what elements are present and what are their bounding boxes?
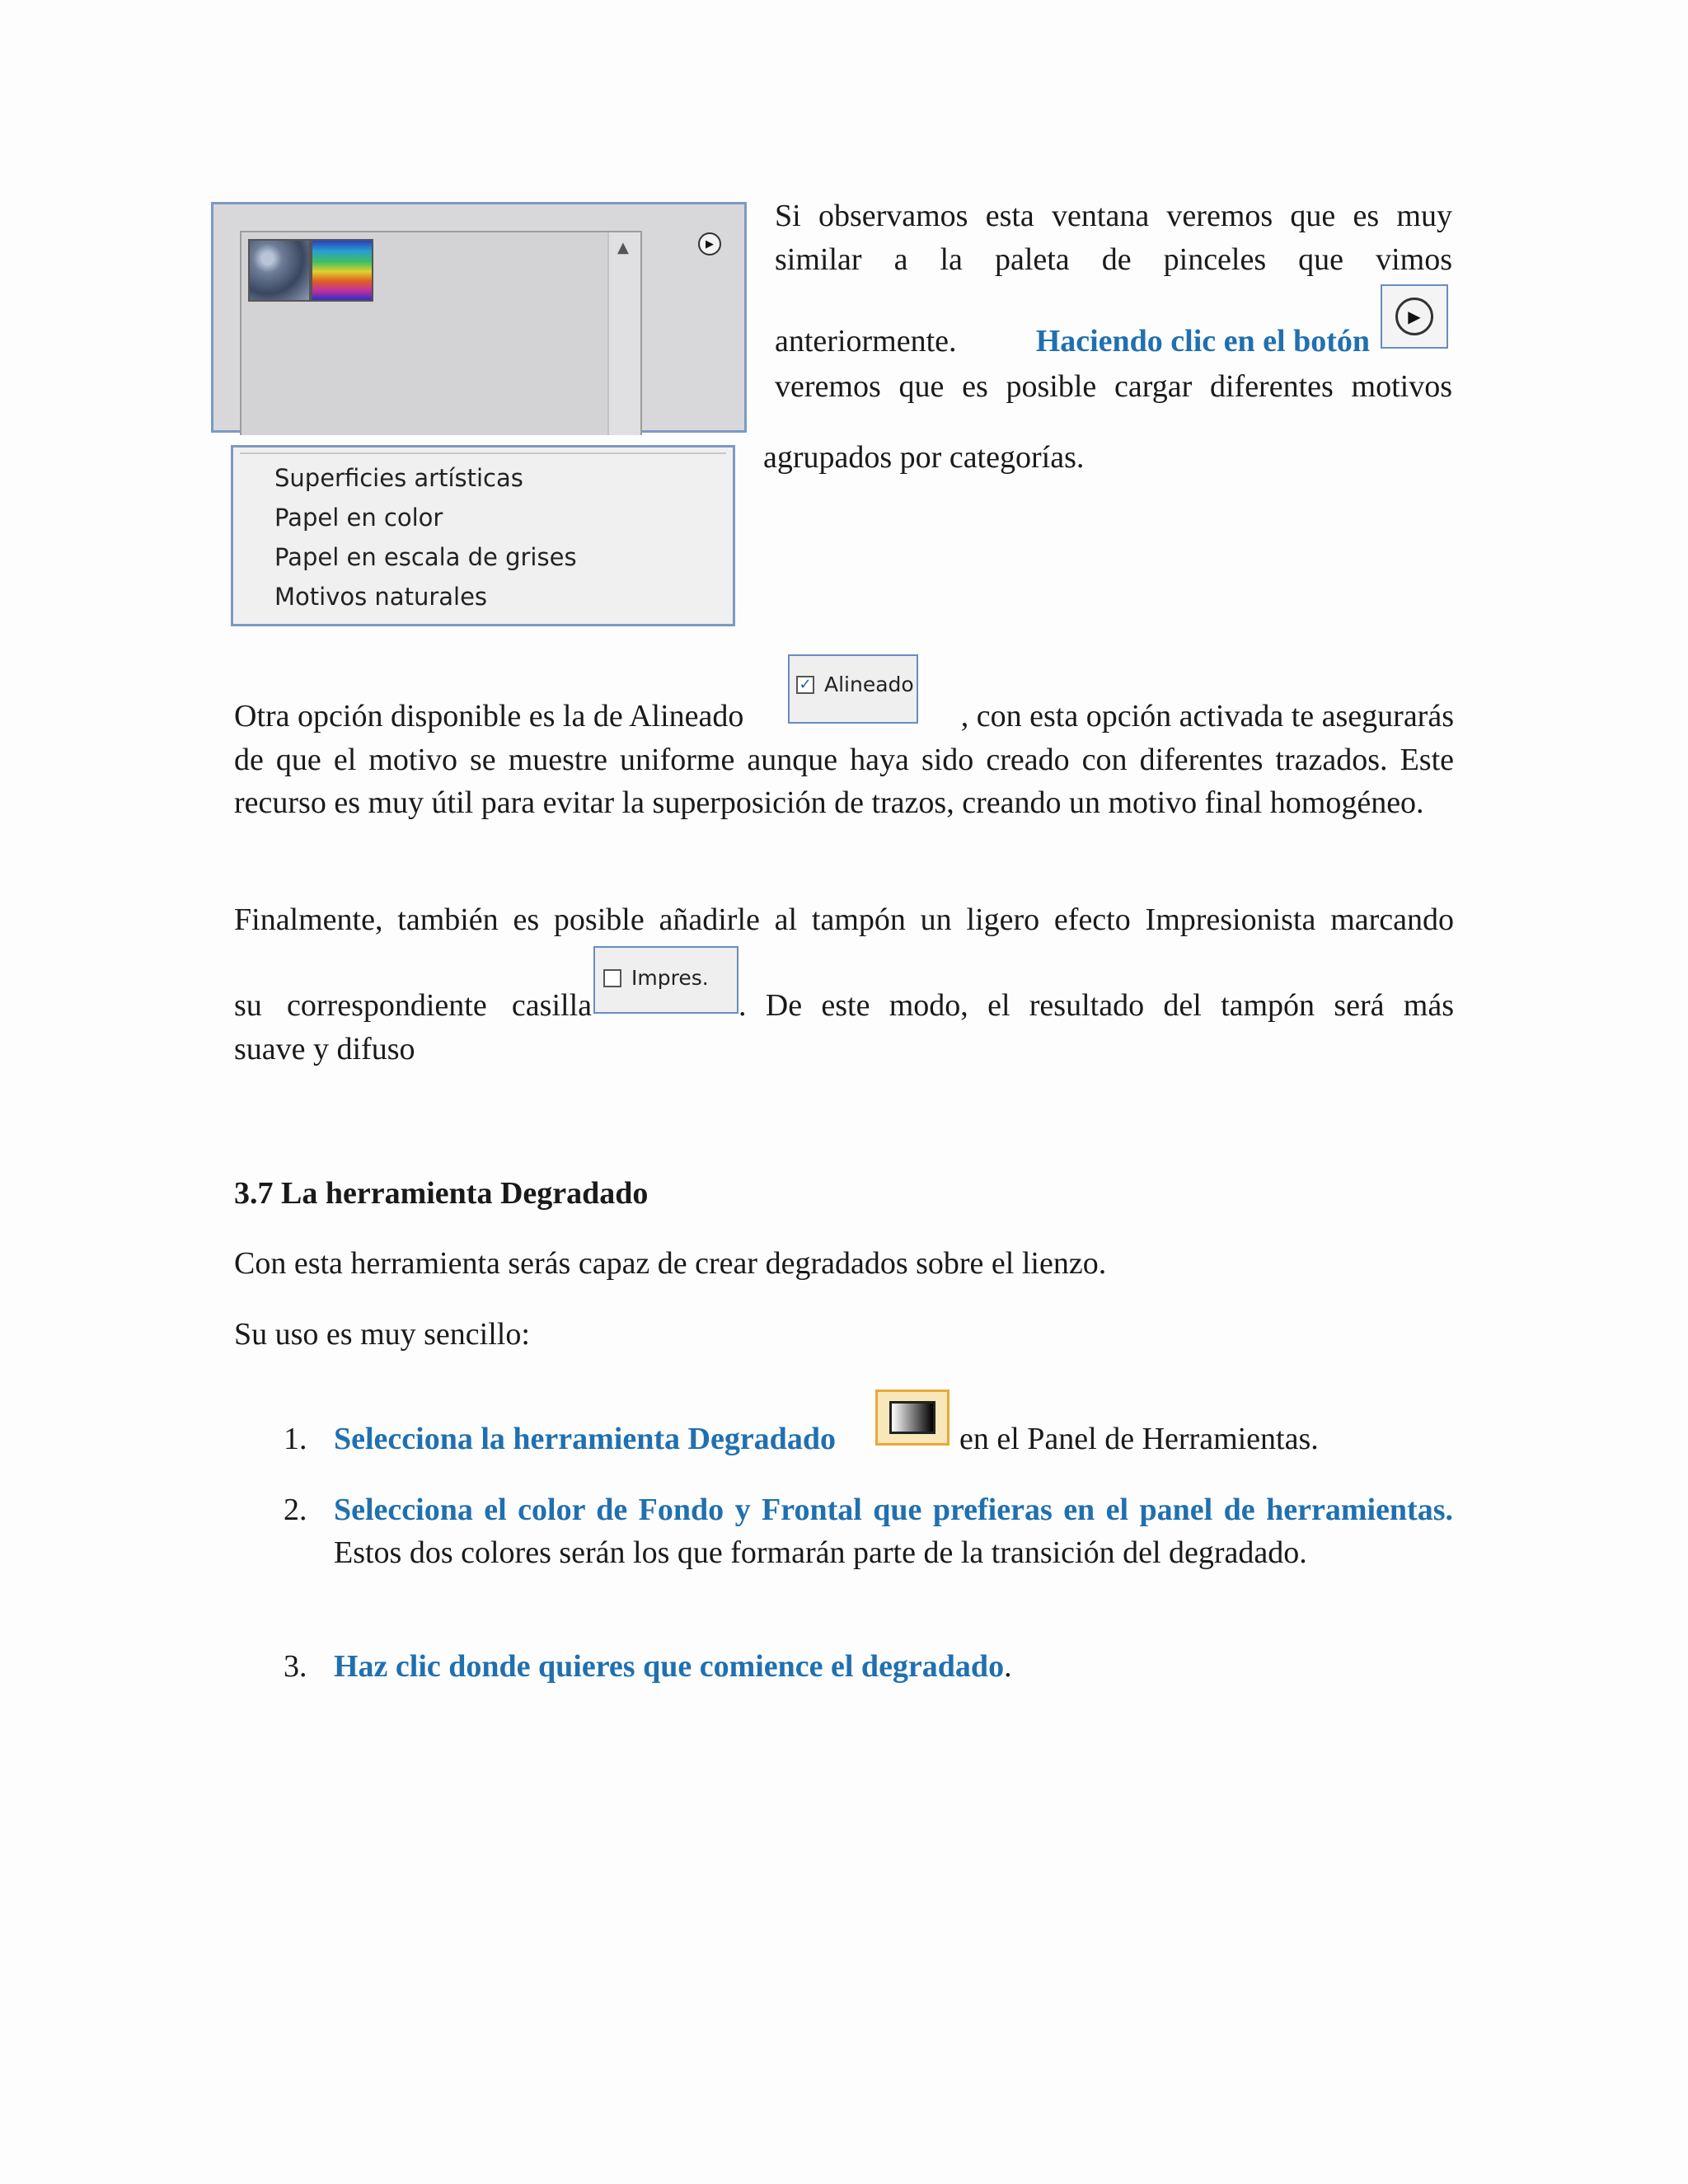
inline-palette-menu-button[interactable]: [1381, 284, 1448, 349]
section-paragraph-1: Con esta herramienta serás capaz de crear degradados sobre el lienzo.: [234, 1246, 1107, 1281]
pattern-categories-menu: [231, 445, 735, 626]
pattern-palette-window: [211, 202, 747, 433]
step-1-number: 1.: [284, 1422, 307, 1456]
play-arrow-icon: ▶: [706, 237, 714, 251]
section-paragraph-2: Su uso es muy sencillo:: [234, 1317, 530, 1352]
impres-text-b: su correspondiente casilla: [234, 988, 592, 1023]
step-1-bold: Selecciona la herramienta Degradado: [334, 1422, 836, 1456]
alineado-text-a: Otra opción disponible es la de Alineado: [234, 699, 744, 733]
impres-checkbox-label: Impres.: [631, 966, 709, 990]
step-2-number: 2.: [284, 1493, 307, 1527]
impres-text-c: . De este modo, el resultado del tampón será más: [738, 988, 1454, 1023]
impres-checkbox-control[interactable]: [593, 946, 738, 1014]
play-arrow-icon: ▶: [1395, 298, 1433, 335]
step-2-bold: Selecciona el color de Fondo y Frontal que prefieras en el panel de herramientas.: [334, 1493, 1453, 1527]
gradient-icon: [889, 1401, 935, 1434]
pattern-swatch-rainbow[interactable]: [311, 239, 373, 302]
intro-line-2: similar a la paleta de pinceles que vimos: [775, 242, 1452, 277]
menu-item-superficies[interactable]: Superficies artísticas: [274, 464, 523, 492]
intro-highlight: Haciendo clic en el botón: [1035, 324, 1370, 359]
menu-separator: [240, 452, 726, 454]
step-3-text: [334, 1645, 1012, 1688]
impres-checkbox[interactable]: [603, 969, 621, 987]
menu-item-motivos-naturales[interactable]: Motivos naturales: [274, 583, 488, 611]
step-2-rest: Estos dos colores serán los que formarán parte de la transición del degradado.: [334, 1535, 1307, 1570]
gradient-tool-button[interactable]: [875, 1390, 950, 1446]
menu-item-papel-color[interactable]: Papel en color: [274, 504, 443, 532]
pattern-swatch-bubbles[interactable]: [248, 239, 311, 302]
pattern-list: [240, 231, 642, 435]
impres-line-1: Finalmente, también es posible añadirle al tampón un ligero efecto Impresionista marcando: [234, 902, 1454, 937]
intro-line-3-text: anteriormente.: [775, 324, 957, 359]
intro-line-1: Si observamos esta ventana veremos que es muy: [775, 199, 1452, 233]
menu-item-papel-grises[interactable]: Papel en escala de grises: [274, 543, 577, 571]
step-2-text: [334, 1488, 1453, 1574]
intro-line-5: agrupados por categorías.: [763, 440, 1085, 475]
impres-line-3: suave y difuso: [234, 1032, 415, 1066]
section-heading: 3.7 La herramienta Degradado: [234, 1176, 649, 1211]
alineado-checkbox[interactable]: ✓: [796, 676, 814, 694]
alineado-checkbox-control[interactable]: [788, 654, 918, 724]
step-3-rest: .: [1004, 1649, 1012, 1684]
scrollbar[interactable]: [607, 232, 640, 435]
alineado-text-b: , con esta opción activada te asegurarás: [960, 699, 1454, 733]
step-3-number: 3.: [284, 1649, 307, 1684]
palette-menu-button[interactable]: [698, 232, 721, 255]
scroll-up-arrow-icon[interactable]: ▲: [617, 239, 629, 256]
intro-line-3: [775, 320, 1370, 363]
alineado-checkbox-label: Alineado: [824, 673, 914, 696]
intro-line-4: veremos que es posible cargar diferentes motivos: [775, 369, 1452, 404]
alineado-paragraph-rest: de que el motivo se muestre uniforme aunque haya sido creado con diferentes trazados. Este recurso es muy útil para evitar la superposición de trazos, creando un motivo final homogéneo.: [234, 743, 1454, 820]
step-3-bold: Haz clic donde quieres que comience el degradado: [334, 1649, 1005, 1684]
impres-line-2: [234, 984, 1454, 1027]
step-1-rest: en el Panel de Herramientas.: [959, 1422, 1319, 1456]
